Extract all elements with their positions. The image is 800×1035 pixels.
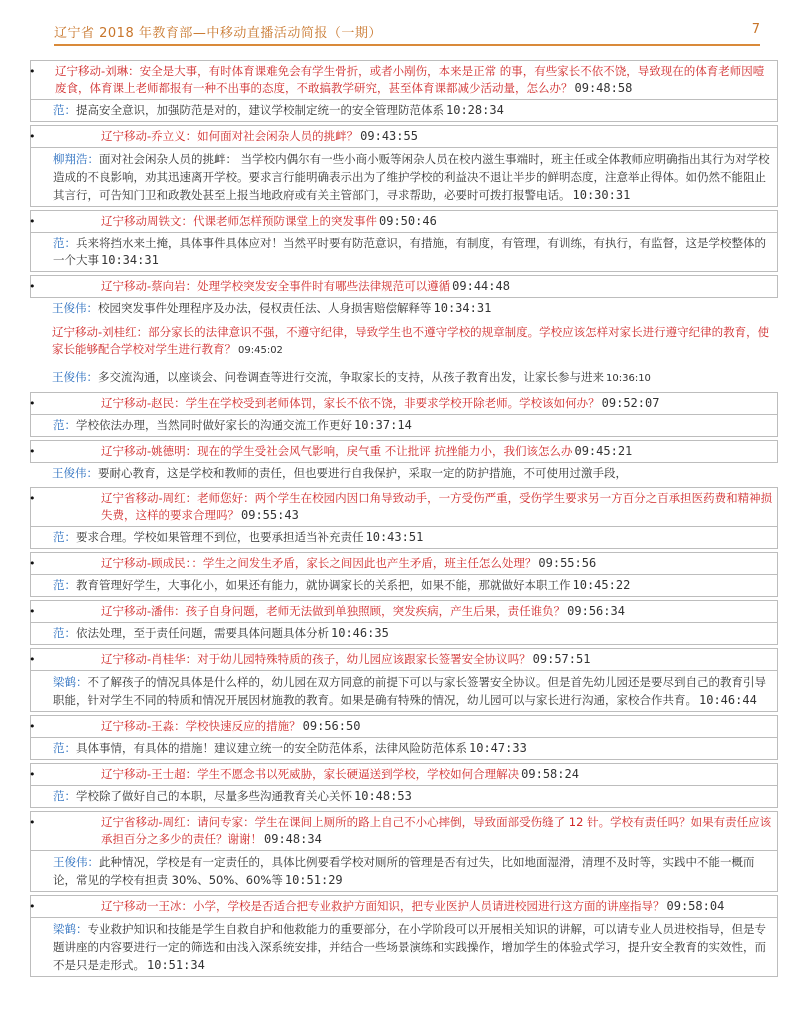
question-text: 辽宁移动-潘伟：孩子自身问题，老师无法做到单独照顾，突发疾病，产生后果，责任谁负？	[101, 604, 566, 618]
answer-timestamp: 10:48:53	[354, 789, 412, 803]
qa-item	[30, 392, 778, 437]
answer	[30, 100, 778, 122]
answer-speaker: 范：	[53, 418, 76, 432]
answer-timestamp: 10:43:51	[365, 530, 424, 544]
answer-speaker: 柳翔浩：	[53, 152, 99, 166]
answer-text: 兵来将挡水来土掩，具体事件具体应对！当然平时要有防范意识，有措施，有制度，有管理，有训练，有执行，有监督，这是学校整体的一个大事	[53, 236, 766, 267]
answer-timestamp: 10:30:31	[572, 188, 631, 202]
answer	[30, 918, 778, 977]
answer	[30, 148, 778, 207]
answer-text: 校园突发事件处理程序及办法，侵权责任法、人身损害赔偿解释等	[98, 301, 432, 315]
question-text: 辽宁移动-王淼：学校快速反应的措施？	[101, 719, 301, 733]
bullet-icon: •	[29, 768, 36, 781]
question-text: 辽宁移动-顾成民：：学生之间发生矛盾，家长之间因此也产生矛盾，班主任怎么处理？	[101, 556, 537, 570]
question	[30, 275, 778, 298]
question-timestamp: 09:58:04	[666, 899, 725, 913]
question-text: 辽宁移动-王士超：学生不愿念书以死威胁，家长硬逼送到学校，学校如何合理解决	[101, 767, 520, 781]
qa-item	[30, 125, 778, 207]
page-header	[54, 18, 760, 46]
answer	[30, 463, 778, 484]
question-timestamp: 09:55:43	[241, 508, 299, 522]
question-timestamp: 09:48:34	[264, 832, 322, 846]
question	[30, 487, 778, 527]
question-timestamp: 09:43:55	[360, 129, 418, 143]
answer-text: 学校除了做好自己的本职，尽量多些沟通教育关心关怀	[76, 789, 352, 803]
question	[30, 811, 778, 851]
qa-item	[30, 811, 778, 892]
answer-timestamp: 10:46:44	[699, 693, 757, 707]
question-text: 辽宁移动-赵民：学生在学校受到老师体罚，家长不依不饶，非要求学校开除老师。学校该如何办？	[101, 396, 600, 410]
answer	[30, 851, 778, 892]
question-timestamp: 09:45:02	[238, 345, 283, 356]
question-timestamp: 09:58:24	[521, 767, 579, 781]
qa-item	[30, 210, 778, 272]
question-timestamp: 09:50:46	[379, 214, 437, 228]
question-text: 辽宁移动周铁文：代课老师怎样预防课堂上的突发事件	[101, 214, 377, 228]
qa-item	[30, 487, 778, 549]
answer-text: 此种情况，学校是有一定责任的，具体比例要看学校对厕所的管理是否有过失，比如地面湿滑，清理不及时等，实践中不能一概而论，常见的学校有担责 30%、50%、60%等	[53, 855, 755, 887]
qa-item	[30, 440, 778, 484]
question-text: 辽宁省移动-周红：请问专家：学生在课间上厕所的路上自己不小心摔倒，导致面部受伤缝了 12 针。学校有责任吗？如果有责任应该承担百分之多少的责任？谢谢！	[101, 815, 772, 846]
question	[30, 392, 778, 415]
answer-text: 教育管理好学生，大事化小，如果还有能力，就协调家长的关系把，如果不能，那就做好本职工作	[76, 578, 571, 592]
answer	[30, 738, 778, 760]
answer-speaker: 范：	[53, 530, 76, 544]
answer-text: 具体事情，有具体的措施！建议建立统一的安全防范体系，法律风险防范体系	[76, 741, 467, 755]
answer-speaker: 范：	[53, 103, 76, 117]
answer-speaker: 范：	[53, 789, 76, 803]
question-timestamp: 09:44:48	[452, 279, 510, 293]
answer-text: 不了解孩子的情况具体是什么样的，幼儿园在双方同意的前提下可以与家长签署安全协议。但是首先幼儿园还是要尽到自己的教育引导职能，针对学生不同的特质和情况开展因材施教的教育。如果是确有特殊的情况，幼儿园可以与家长进行沟通，家校合作共育。	[53, 675, 766, 707]
bullet-icon: •	[29, 397, 36, 410]
answer	[30, 298, 778, 319]
question	[30, 125, 778, 148]
question	[30, 895, 778, 918]
qa-item	[30, 763, 778, 808]
question	[30, 60, 778, 100]
question	[30, 715, 778, 738]
bullet-icon: •	[29, 215, 36, 228]
answer	[30, 367, 778, 389]
bullet-icon: •	[29, 492, 36, 505]
answer-text: 依法处理，至于责任问题，需要具体问题具体分析	[76, 626, 329, 640]
bullet-icon: •	[29, 445, 36, 458]
question-timestamp: 09:45:21	[574, 444, 633, 458]
question	[30, 210, 778, 233]
question-timestamp: 09:56:34	[567, 604, 625, 618]
question	[30, 600, 778, 623]
answer-timestamp: 10:37:14	[354, 418, 412, 432]
question	[30, 552, 778, 575]
answer-timestamp: 10:46:35	[331, 626, 389, 640]
answer	[30, 671, 778, 712]
answer-text: 专业救护知识和技能是学生自救自护和他救能力的重要部分，在小学阶段可以开展相关知识的讲解，可以请专业人员进校指导，但是专题讲座的内容要进行一定的筛选和由浅入深系统安排，并结合一些场景演练和实践操作，增加学生的体验式学习，提升安全教育的实效性，而不是只是走形式。	[53, 922, 766, 972]
bullet-icon: •	[29, 557, 36, 570]
qa-item	[30, 600, 778, 645]
question	[30, 440, 778, 463]
answer-text: 面对社会闲杂人员的挑衅： 当学校内偶尔有一些小商小贩等闲杂人员在校内滋生事端时，班主任或全体教师应明确指出其行为对学校造成的不良影响，劝其迅速离开学校。要求言行能明确表示出为了维护学校的利益决不退让半步的鲜明态度，注意举止得体。如仍然不能阻止其言行，可告知门卫和政教处甚至上报当地政府或有关主管部门，寻求帮助，必要时可拨打报警电话。	[53, 152, 770, 202]
answer-text: 要耐心教育，这是学校和教师的责任，但也要进行自我保护，采取一定的防护措施，不可使用过激手段，	[98, 466, 627, 480]
question-text: 辽宁移动一王冰：小学，学校是否适合把专业救护方面知识，把专业医护人员请进校园进行这方面的讲座指导？	[101, 899, 665, 913]
question-timestamp: 09:55:56	[538, 556, 597, 570]
question-text: 辽宁移动-刘琳：安全是大事，有时体育课难免会有学生骨折，或者小剐伤，本来是正常 的事，有些家长不依不饶，导致现在的体育老师因噎废食，体育课上老师都报有一种不出事的态度，不敢搞教学研究，甚至体育课都减少活动量，怎么办？	[55, 64, 765, 95]
page-number: 7	[751, 22, 760, 37]
qa-item	[30, 715, 778, 760]
answer	[30, 233, 778, 272]
qa-list	[30, 60, 778, 980]
answer-speaker: 王俊伟：	[52, 301, 98, 315]
question-text: 辽宁省移动-周红：老师您好：两个学生在校园内因口角导致动手，一方受伤严重，受伤学生要求另一方百分之百承担医药费和精神损失费，这样的要求合理吗？	[101, 491, 773, 522]
question-timestamp: 09:48:58	[574, 81, 633, 95]
bullet-icon: •	[29, 900, 36, 913]
bullet-icon: •	[29, 816, 36, 829]
bullet-icon: •	[29, 130, 36, 143]
question-text: 辽宁移动-蔡向岩：处理学校突发安全事件时有哪些法律规范可以遵循	[101, 279, 451, 293]
bullet-icon: •	[29, 653, 36, 666]
question-timestamp: 09:57:51	[532, 652, 591, 666]
qa-item	[30, 648, 778, 712]
bullet-icon: •	[29, 605, 36, 618]
answer-speaker: 范：	[53, 626, 76, 640]
answer-speaker: 范：	[53, 578, 76, 592]
question-timestamp: 09:56:50	[302, 719, 361, 733]
answer-timestamp: 10:36:10	[606, 373, 651, 384]
answer-speaker: 梁鹤：	[53, 675, 88, 689]
header-title: 辽宁省 2018 年教育部—中移动直播活动简报（一期）	[54, 26, 382, 41]
answer-speaker: 王俊伟：	[52, 370, 98, 384]
answer	[30, 786, 778, 808]
answer-timestamp: 10:47:33	[469, 741, 527, 755]
bullet-icon: •	[29, 280, 36, 293]
question-timestamp: 09:52:07	[601, 396, 660, 410]
answer-timestamp: 10:51:34	[147, 958, 205, 972]
answer-timestamp: 10:45:22	[572, 578, 631, 592]
answer	[30, 623, 778, 645]
answer	[30, 527, 778, 549]
qa-item	[30, 552, 778, 597]
qa-item	[30, 60, 778, 122]
qa-item	[30, 895, 778, 977]
question-text: 辽宁移动-刘桂红：部分家长的法律意识不强，不遵守纪律，导致学生也不遵守学校的规章制度。学校应该怎样对家长进行遵守纪律的教育，使家长能够配合学校对学生进行教育？	[52, 325, 770, 356]
question-text: 辽宁移动-肖桂华：对于幼儿园特殊特质的孩子，幼儿园应该跟家长签署安全协议吗？	[101, 652, 531, 666]
answer-text: 多交流沟通，以座谈会、问卷调查等进行交流，争取家长的支持，从孩子教育出发，让家长参与进来	[98, 370, 604, 384]
answer-text: 提高安全意识，加强防范是对的，建议学校制定统一的安全管理防范体系	[76, 103, 444, 117]
qa-item	[30, 275, 778, 319]
question-text: 辽宁移动-乔立义：如何面对社会闲杂人员的挑衅？	[101, 129, 359, 143]
answer-speaker: 王俊伟：	[52, 466, 98, 480]
answer	[30, 575, 778, 597]
answer-text: 要求合理。学校如果管理不到位，也要承担适当补充责任	[76, 530, 364, 544]
answer-speaker: 范：	[53, 741, 76, 755]
qa-item	[30, 322, 778, 389]
bullet-icon: •	[29, 720, 36, 733]
answer-timestamp: 10:28:34	[446, 103, 504, 117]
answer-speaker: 梁鹤：	[53, 922, 88, 936]
answer-text: 学校依法办理，当然同时做好家长的沟通交流工作更好	[76, 418, 352, 432]
answer	[30, 415, 778, 437]
question-text: 辽宁移动-姚德明：现在的学生受社会风气影响，戾气重 不让批评 抗挫能力小，我们该怎么办	[101, 444, 573, 458]
answer-speaker: 王俊伟：	[53, 855, 99, 869]
question	[30, 648, 778, 671]
answer-speaker: 范：	[53, 236, 76, 250]
bullet-icon: •	[29, 65, 36, 78]
question	[30, 763, 778, 786]
answer-timestamp: 10:34:31	[101, 253, 159, 267]
question	[30, 322, 778, 361]
answer-timestamp: 10:34:31	[433, 301, 492, 315]
answer-timestamp: 10:51:29	[284, 873, 343, 887]
